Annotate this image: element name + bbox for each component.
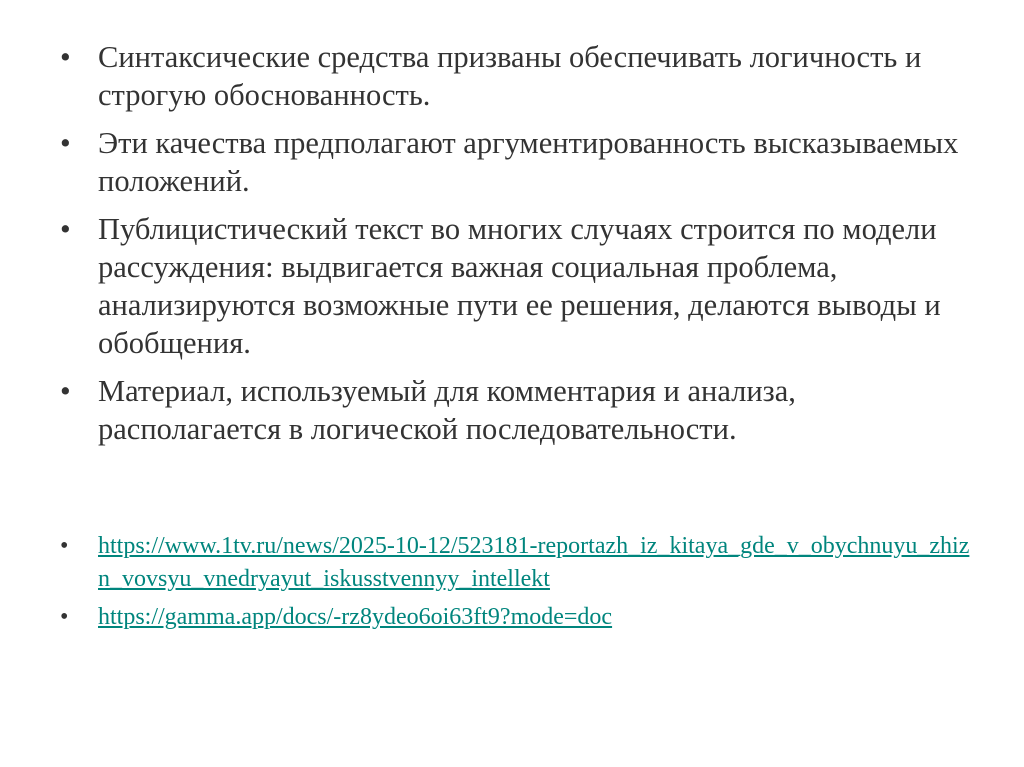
bullet-dot-icon: • xyxy=(60,126,71,160)
bullet-item xyxy=(60,210,970,362)
link-item xyxy=(60,601,970,634)
bullet-item xyxy=(60,124,970,200)
bullet-item xyxy=(60,372,970,448)
bullet-text: Синтаксические средства призваны обеспечивать логичность и строгую обоснованность. xyxy=(98,40,922,112)
bullet-dot-icon: • xyxy=(60,40,71,74)
bullet-text: Публицистический текст во многих случаях строится по модели рассуждения: выдвигается важная социальная проблема, анализируются возможные пути ее решения, делаются выводы и обобщения. xyxy=(98,212,941,360)
bullet-text: Материал, используемый для комментария и анализа, располагается в логической последовательности. xyxy=(98,374,796,446)
bullet-dot-icon: • xyxy=(60,604,69,630)
link-list xyxy=(60,530,970,639)
bullet-text: Эти качества предполагают аргументированность высказываемых положений. xyxy=(98,126,959,198)
bullet-dot-icon: • xyxy=(60,374,71,408)
source-link-gamma[interactable]: https://gamma.app/docs/-rz8ydeo6oi63ft9?mode=doc xyxy=(98,604,613,630)
bullet-dot-icon: • xyxy=(60,212,71,246)
bullet-list xyxy=(60,38,970,458)
bullet-item xyxy=(60,38,970,114)
bullet-dot-icon: • xyxy=(60,533,69,559)
source-link-1tv[interactable]: https://www.1tv.ru/news/2025-10-12/523181-reportazh_iz_kitaya_gde_v_obychnuyu_zhizn_vovsyu_vnedryayut_iskusstvennyy_intellekt xyxy=(98,533,970,592)
link-item xyxy=(60,530,970,596)
